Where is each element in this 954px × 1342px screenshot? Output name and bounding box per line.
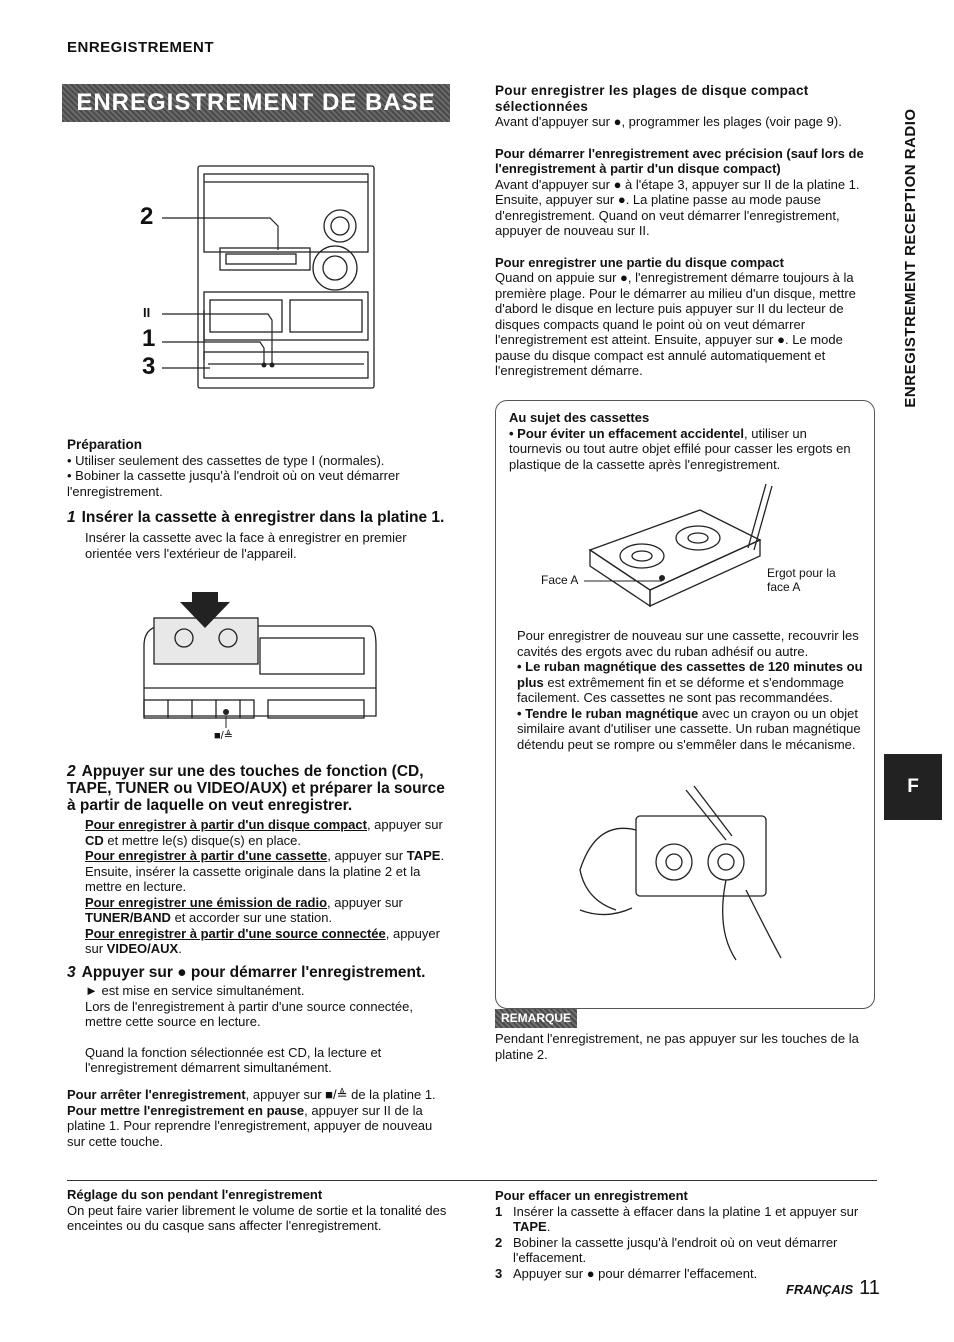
- step-1: [67, 509, 451, 561]
- callout-3: 3: [142, 353, 156, 380]
- selected-tracks-body: Avant d'appuyer sur ●, programmer les plages (voir page 9).: [495, 114, 842, 129]
- section-label: ENREGISTREMENT: [67, 39, 215, 56]
- face-a-label: Face A: [541, 573, 579, 587]
- erase-section: [495, 1188, 877, 1281]
- erase-title: Pour effacer un enregistrement: [495, 1188, 688, 1203]
- step-3-line-2: Lors de l'enregistrement à partir d'une source connectée, mettre cette source en lecture.: [85, 998, 413, 1029]
- tape-tightening-illustration: [576, 780, 806, 970]
- step-2-radio: Pour enregistrer une émission de radio, appuyer sur TUNER/BAND et accorder sur une station.: [85, 894, 403, 925]
- stop-pause-section: [67, 1087, 451, 1149]
- language-tab: F: [884, 754, 942, 820]
- page-footer: [786, 1277, 880, 1299]
- tone-title: Réglage du son pendant l'enregistrement: [67, 1187, 323, 1202]
- step-2-title: Appuyer sur une des touches de fonction (CD, TAPE, TUNER ou VIDEO/AUX) et préparer la source à partir de laquelle on veut enregistrer.: [67, 763, 445, 814]
- cassettes-note-text-top: [509, 410, 863, 472]
- face-a-leader-line: [584, 576, 664, 588]
- right-column-tips: [495, 83, 877, 379]
- partial-cd-body: Quand on appuie sur ●, l'enregistrement démarre toujours à la première plage. Pour le démarrer au milieu d'un disque, mettre d'abord le disque en lecture puis appuyer sur II du lecteur de disques compacts quand le point où on veut démarrer l'enregistrement est atteint. Ensuite, appuyer sur ●. Le mode pause du disque compact est annulé automatiquement et l'enregistrement démarre.: [495, 270, 856, 378]
- footer-language: FRANÇAIS: [786, 1282, 854, 1297]
- step-3-title: Appuyer sur ● pour démarrer l'enregistrement.: [81, 964, 426, 981]
- step-3-line-1: ► est mise en service simultanément.: [85, 983, 305, 998]
- remark-label: REMARQUE: [495, 1009, 577, 1028]
- cassettes-bullet-1: • Pour éviter un effacement accidentel, utiliser un tournevis ou tout autre objet effilé pour casser les ergots en plastique de la cassette après l'enregistrement.: [509, 425, 851, 472]
- tone-body: On peut faire varier librement le volume de sortie et la tonalité des enceintes ou du casque sans affecter l'enregistrement.: [67, 1202, 447, 1233]
- preparation-item-2: • Bobiner la cassette jusqu'à l'endroit où on veut démarrer l'enregistrement.: [67, 468, 400, 499]
- step-3-number: 3: [67, 964, 76, 981]
- step-3: [67, 964, 451, 1076]
- step-2-cd: Pour enregistrer à partir d'un disque compact, appuyer sur CD et mettre le(s) disque(s) en place.: [85, 817, 443, 848]
- precise-start-body: Avant d'appuyer sur ● à l'étape 3, appuyer sur II de la platine 1. Ensuite, appuyer sur ●. La platine passe au mode pause d'enregistrement. Quand on veut démarrer l'enregistrement, appuyer de nouveau sur II.: [495, 176, 860, 238]
- cassette-tab-illustration: [580, 480, 780, 610]
- step-2-tape: Pour enregistrer à partir d'une cassette, appuyer sur TAPE. Ensuite, insérer la cassette originale dans la platine 2 et la mettre en lecture.: [85, 848, 445, 894]
- cassettes-bullet-3: • Tendre le ruban magnétique avec un crayon ou un objet similaire avant d'utiliser une cassette. Un ruban magnétique détendu peut se rompre ou s'emmêler dans le mécanisme.: [517, 705, 861, 752]
- remark-text: Pendant l'enregistrement, ne pas appuyer sur les touches de la platine 2.: [495, 1031, 859, 1062]
- erase-step-2: 2 Bobiner la cassette jusqu'à l'endroit où on veut démarrer l'effacement.: [495, 1234, 838, 1265]
- selected-tracks-title: Pour enregistrer les plages de disque compact sélectionnées: [495, 83, 809, 114]
- pause-recording: Pour mettre l'enregistrement en pause, appuyer sur II de la platine 1. Pour reprendre l'enregistrement, appuyer de nouveau sur cette touche.: [67, 1102, 433, 1149]
- preparation-item-1: • Utiliser seulement des cassettes de type I (normales).: [67, 452, 385, 468]
- step-2-number: 2: [67, 763, 76, 780]
- step-1-number: 1: [67, 509, 76, 526]
- preparation-title: Préparation: [67, 437, 143, 452]
- cassette-insertion-illustration: [140, 588, 380, 734]
- stereo-system-illustration: [140, 160, 380, 392]
- ergot-label: Ergot pour la face A: [767, 566, 836, 594]
- stop-eject-caption: ■/≜: [214, 730, 233, 742]
- step-3-line-3: Quand la fonction sélectionnée est CD, la lecture et l'enregistrement démarrent simultanément.: [85, 1044, 382, 1075]
- cassettes-title: Au sujet des cassettes: [509, 410, 650, 425]
- section-divider: [67, 1180, 877, 1181]
- cassettes-rerecord: Pour enregistrer de nouveau sur une cassette, recouvrir les cavités des ergots avec du ruban adhésif ou autre.: [517, 628, 859, 659]
- sidebar-chapter-label: ENREGISTREMENT RECEPTION RADIO: [902, 108, 919, 408]
- callout-2: 2: [140, 203, 154, 230]
- page-number: 11: [859, 1277, 880, 1299]
- erase-step-3: 3 Appuyer sur ● pour démarrer l'effacement.: [495, 1265, 758, 1281]
- erase-step-1: 1 Insérer la cassette à effacer dans la platine 1 et appuyer sur TAPE.: [495, 1203, 859, 1234]
- callout-1: 1: [142, 325, 156, 352]
- callout-pause: II: [143, 305, 151, 320]
- preparation-section: [67, 437, 451, 499]
- cassettes-note-text-bottom: [517, 628, 863, 752]
- step-2-aux: Pour enregistrer à partir d'une source connectée, appuyer sur VIDEO/AUX.: [85, 925, 440, 956]
- step-2: [67, 763, 451, 957]
- page-title-banner: ENREGISTREMENT DE BASE: [62, 84, 450, 122]
- precise-start-title: Pour démarrer l'enregistrement avec précision (sauf lors de l'enregistrement à partir d'un disque compact): [495, 145, 864, 176]
- stop-recording: Pour arrêter l'enregistrement, appuyer sur ■/≜ de la platine 1.: [67, 1087, 436, 1102]
- partial-cd-title: Pour enregistrer une partie du disque compact: [495, 254, 784, 270]
- cassettes-bullet-2: • Le ruban magnétique des cassettes de 120 minutes ou plus est extrêmement fin et se déforme et s'endommage facilement. Ces cassettes ne sont pas recommandées.: [517, 659, 863, 705]
- step-1-title: Insérer la cassette à enregistrer dans la platine 1.: [81, 509, 445, 526]
- step-1-body: Insérer la cassette avec la face à enregistrer en premier orientée vers l'extérieur de l'appareil.: [85, 530, 407, 561]
- tone-section: [67, 1187, 451, 1234]
